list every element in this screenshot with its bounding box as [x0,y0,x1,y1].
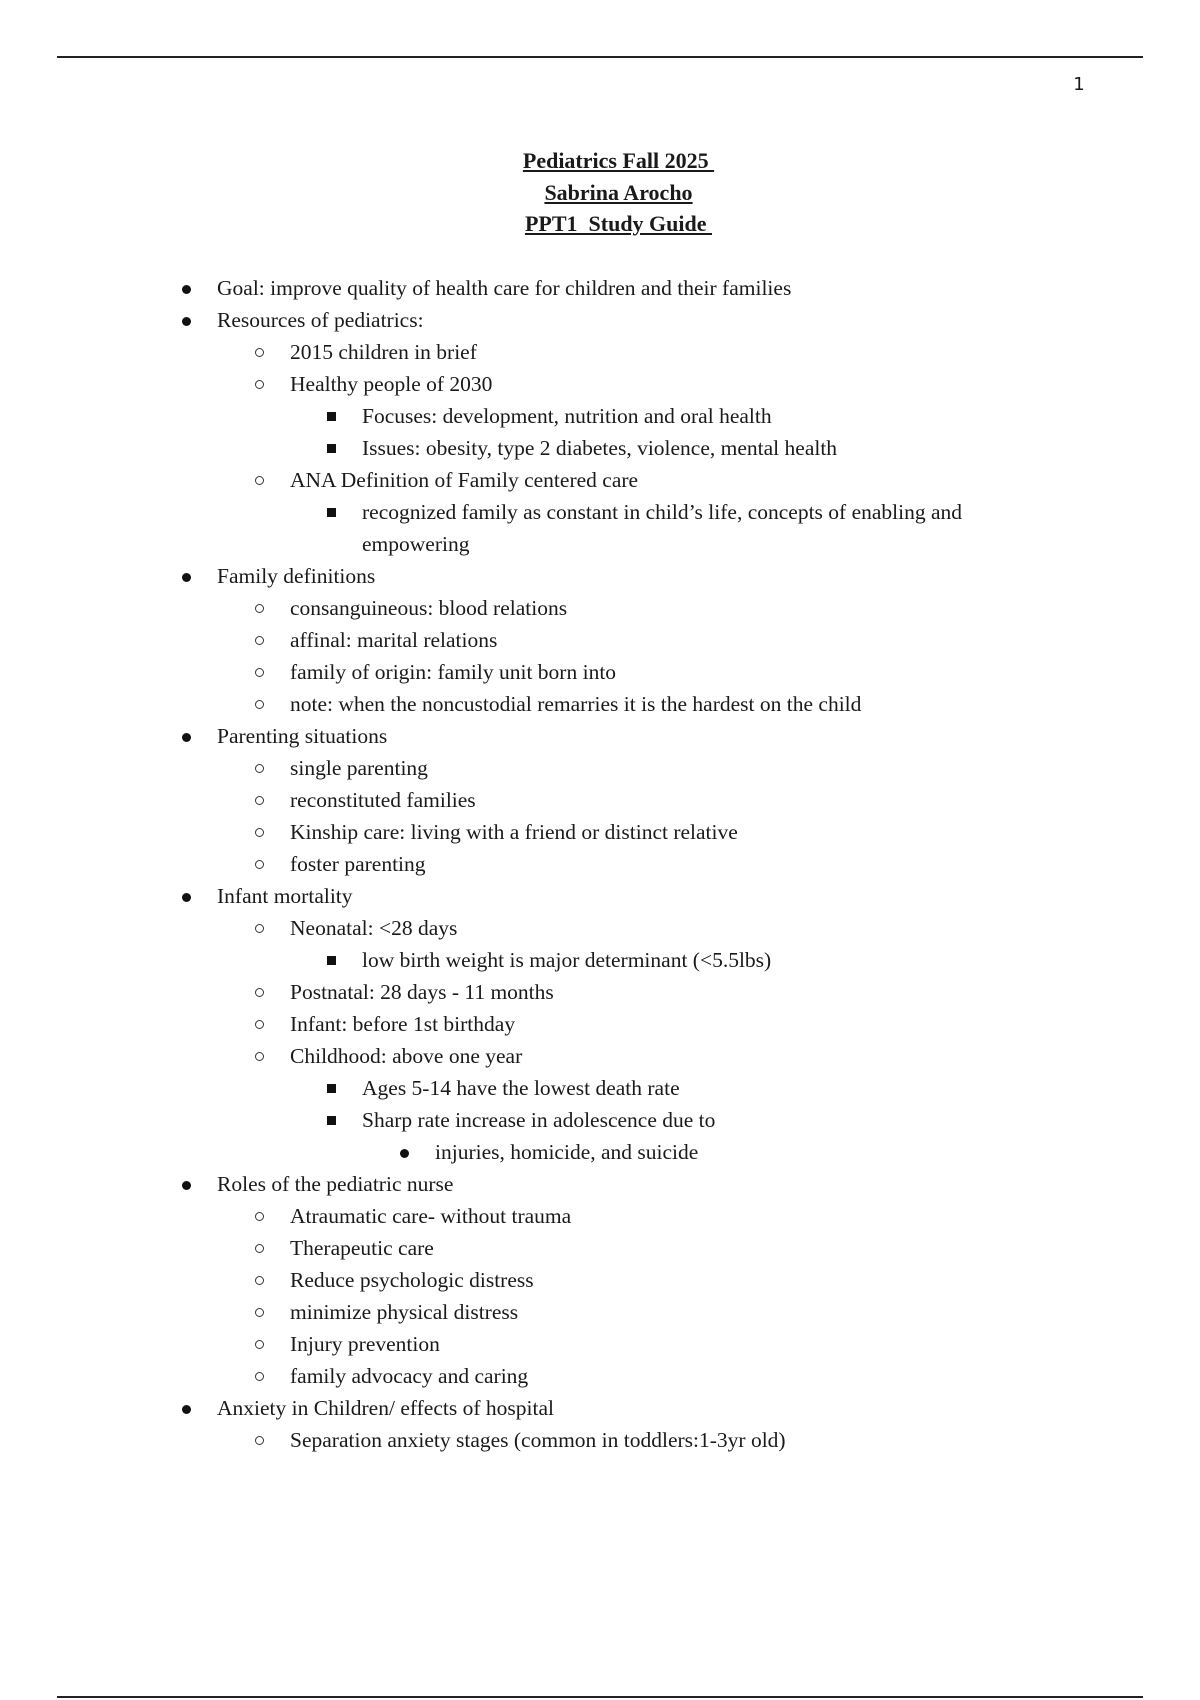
outline-item [0,1072,1100,1104]
outline-item [0,688,1100,720]
outline-item [0,848,1100,880]
outline-item [0,592,1100,624]
outline-item-text: recognized family as constant in child’s life, concepts of enabling and empowering [362,500,963,556]
outline-item [0,272,1100,304]
outline-item [0,1264,1100,1296]
outline-item [0,720,1100,752]
outline-item [0,496,1100,560]
outline-item [0,816,1100,848]
outline-item-text: Resources of pediatrics: [217,308,424,332]
outline-item [0,912,1100,944]
outline-item-text: Parenting situations [217,724,388,748]
title-block [0,145,1200,240]
outline-item [0,464,1100,496]
outline-item-text: Atraumatic care- without trauma [290,1204,572,1228]
outline-item-text: Separation anxiety stages (common in toddlers:1-3yr old) [290,1428,786,1452]
outline-item-text: Sharp rate increase in adolescence due to [362,1108,716,1132]
outline-item-text: reconstituted families [290,788,476,812]
outline-item-text: Reduce psychologic distress [290,1268,534,1292]
outline-item-text: family of origin: family unit born into [290,660,617,684]
outline-item-text: Issues: obesity, type 2 diabetes, violence, mental health [362,436,838,460]
outline-item [0,1328,1100,1360]
outline-item [0,1040,1100,1072]
outline-item [0,1200,1100,1232]
outline-item [0,336,1100,368]
outline-item-text: affinal: marital relations [290,628,498,652]
outline-item-text: Postnatal: 28 days - 11 months [290,980,554,1004]
outline-item-text: low birth weight is major determinant (<5.5lbs) [362,948,772,972]
document-title: Pediatrics Fall 2025 [522,148,715,173]
outline-item-text: single parenting [290,756,428,780]
outline-item [0,1136,1100,1168]
outline-item-text: Roles of the pediatric nurse [217,1172,454,1196]
outline-item-text: Therapeutic care [290,1236,434,1260]
outline-item-text: Injury prevention [290,1332,440,1356]
outline-item [0,784,1100,816]
outline-item [0,752,1100,784]
outline-item [0,656,1100,688]
outline-item-text: Infant: before 1st birthday [290,1012,516,1036]
outline-item-text: injuries, homicide, and suicide [435,1140,699,1164]
outline-item-text: Infant mortality [217,884,353,908]
outline-item-text: consanguineous: blood relations [290,596,568,620]
document-author: Sabrina Arocho [544,179,693,205]
outline-item-text: Healthy people of 2030 [290,372,493,396]
outline-item-text: ANA Definition of Family centered care [290,468,639,492]
outline-item [0,976,1100,1008]
outline-item-text: minimize physical distress [290,1300,519,1324]
footer-rule [57,1696,1143,1698]
outline-item [0,368,1100,400]
outline-item [0,1232,1100,1264]
header-rule [57,56,1143,58]
outline-item-text: Neonatal: <28 days [290,916,458,940]
outline-item-text: Family definitions [217,564,376,588]
outline-item-text: Childhood: above one year [290,1044,523,1068]
outline-item-text: Goal: improve quality of health care for children and their families [217,276,792,300]
page-number: 1 [1073,74,1085,95]
document-subtitle: PPT1 Study Guide [524,211,713,236]
outline-list [0,272,1100,1456]
outline-item [0,560,1100,592]
outline-item [0,1008,1100,1040]
outline-item [0,400,1100,432]
outline-item [0,1392,1100,1424]
outline-item [0,1104,1100,1136]
outline-item-text: Anxiety in Children/ effects of hospital [217,1396,554,1420]
outline-item [0,880,1100,912]
outline-item [0,624,1100,656]
outline-item-text: foster parenting [290,852,426,876]
outline-item [0,1296,1100,1328]
outline-item-text: Kinship care: living with a friend or distinct relative [290,820,738,844]
outline-item-text: Ages 5-14 have the lowest death rate [362,1076,680,1100]
outline-item [0,1424,1100,1456]
outline-item-text: family advocacy and caring [290,1364,529,1388]
outline-item [0,304,1100,336]
outline-item [0,432,1100,464]
outline-item-text: note: when the noncustodial remarries it is the hardest on the child [290,692,862,716]
study-guide-outline [0,272,1100,1456]
outline-item-text: 2015 children in brief [290,340,477,364]
outline-item [0,1360,1100,1392]
outline-item-text: Focuses: development, nutrition and oral health [362,404,772,428]
outline-item [0,1168,1100,1200]
outline-item [0,944,1100,976]
